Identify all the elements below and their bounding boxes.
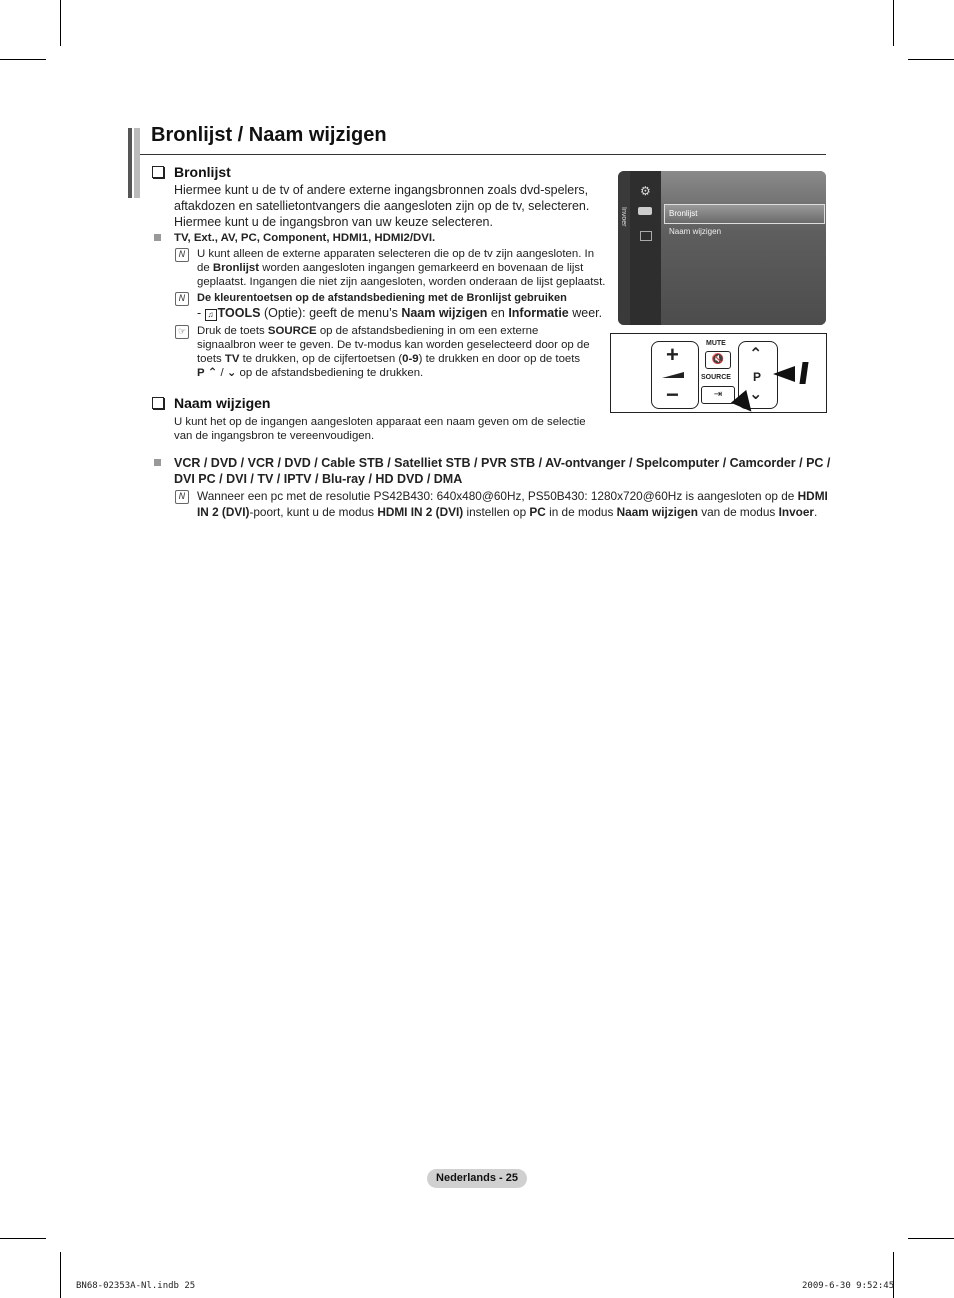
section-heading-naam-wijzigen [152, 395, 270, 411]
osd-menu-panel [661, 171, 826, 325]
bullet-icon [154, 459, 161, 466]
application-icon [640, 231, 652, 241]
mute-icon: 🔇 [711, 354, 725, 365]
crop-mark [0, 1238, 46, 1239]
note-line: U kunt alleen de externe apparaten selecteren die op de tv zijn aangesloten. In [197, 248, 595, 260]
source-button[interactable] [701, 386, 735, 404]
crop-mark [908, 59, 954, 60]
note-line: geplaatst. Ingangen die niet zijn aangesloten, worden onderaan de lijst geplaatst. [197, 276, 606, 288]
device-names-list [174, 455, 834, 487]
chevron-down-icon: ⌄ [226, 367, 237, 379]
osd-menu-screenshot [618, 171, 826, 325]
chevron-up-icon: ⌃ [207, 367, 218, 379]
osd-side-strip [618, 171, 630, 325]
note-line: IN 2 (DVI)-poort, kunt u de modus HDMI IN 2 (DVI) instellen op PC in de modus Naam wijzigen van de modus Invoer. [197, 505, 818, 519]
naam-intro [174, 415, 614, 443]
note-icon: N [175, 490, 189, 504]
crop-mark [893, 1252, 894, 1298]
section-heading-bronlijst [152, 164, 231, 180]
bronlijst-intro [174, 182, 614, 230]
pointer-arrow-icon [773, 366, 795, 382]
plus-icon: + [666, 342, 679, 367]
bullet-icon [154, 234, 161, 241]
intro-line: U kunt het op de ingangen aangesloten apparaat een naam geven om de selectie [174, 416, 586, 428]
note-line: toets TV te drukken, op de cijfertoetsen (0-9) te drukken en door op de toets [197, 353, 581, 365]
title-accent-bar [134, 128, 140, 198]
section-heading-text: Bronlijst [174, 164, 231, 180]
chevron-up-icon: ⌃ [749, 346, 763, 363]
intro-line: van de ingangsbron te vereenvoudigen. [174, 430, 375, 442]
print-file-info: BN68-02353A-Nl.indb 25 [76, 1281, 196, 1291]
checkbox-icon [152, 166, 164, 178]
input-icon [638, 207, 652, 215]
checkbox-icon [152, 397, 164, 409]
intro-line: Hiermee kunt u de ingangsbron van uw keuze selecteren. [174, 215, 493, 229]
source-label: SOURCE [701, 374, 731, 381]
list-line: VCR / DVD / VCR / DVD / Cable STB / Satelliet STB / PVR STB / AV-ontvanger / Spelcomputer / Camcorder / PC / [174, 456, 831, 470]
osd-icon-column [630, 171, 661, 325]
note-line: Wanneer een pc met de resolutie PS42B430: 640x480@60Hz, PS50B430: 1280x720@60Hz is aangesloten op de HDMI [197, 489, 828, 503]
mute-button[interactable] [705, 351, 731, 369]
note-icon: N [175, 248, 189, 262]
tools-icon: ♫ [205, 309, 217, 321]
crop-mark [60, 0, 61, 46]
intro-line: Hiermee kunt u de tv of andere externe ingangsbronnen zoals dvd-spelers, [174, 183, 589, 197]
page-number-badge: Nederlands - 25 [427, 1169, 527, 1188]
section-heading-text: Naam wijzigen [174, 395, 271, 411]
note-connected-devices [197, 247, 612, 289]
list-line: DVI PC / DVI / TV / IPTV / Blu-ray / HD DVD / DMA [174, 472, 463, 486]
crop-mark [893, 0, 894, 46]
note-line: De kleurentoetsen op de afstandsbediening met de Bronlijst gebruiken [197, 292, 567, 304]
source-icon: ⇥ [713, 389, 723, 400]
note-line: signaalbron weer te geven. De tv-modus kan worden geselecteerd door op de [197, 339, 590, 351]
print-date-info: 2009-6-30 9:52:45 [802, 1281, 895, 1291]
volume-wedge-icon [662, 372, 684, 378]
title-accent-bar [128, 128, 132, 198]
note-line: de Bronlijst worden aangesloten ingangen gemarkeerd en bovenaan de lijst [197, 262, 584, 274]
osd-item-bronlijst[interactable]: Bronlijst [669, 209, 698, 218]
note-pc-resolution [197, 488, 837, 520]
settings-gear-icon: ⚙ [640, 184, 651, 198]
channel-p-label: P [753, 370, 762, 384]
osd-item-naam-wijzigen[interactable]: Naam wijzigen [669, 227, 722, 236]
note-icon: N [175, 292, 189, 306]
remote-control-illustration [610, 333, 827, 413]
note-source-key [197, 324, 612, 380]
minus-icon: − [666, 382, 679, 407]
note-line: P ⌃ / ⌄ op de afstandsbediening te drukken. [197, 367, 424, 379]
osd-side-label: Invoer [620, 207, 627, 227]
crop-mark [60, 1252, 61, 1298]
crop-mark [908, 1238, 954, 1239]
inputs-list: TV, Ext., AV, PC, Component, HDMI1, HDMI2/DVI. [174, 232, 436, 244]
crop-mark [0, 59, 46, 60]
volume-rocker [651, 341, 699, 409]
hand-icon: ☞ [175, 325, 189, 339]
pointer-mark [799, 362, 808, 384]
note-line: Druk de toets SOURCE op de afstandsbediening in om een externe [197, 325, 539, 337]
intro-line: aftakdozen en satellietontvangers die aangesloten zijn op de tv, selecteren. [174, 199, 590, 213]
page-title: Bronlijst / Naam wijzigen [151, 124, 387, 146]
note-line: - ♫ TOOLS (Optie): geeft de menu’s Naam wijzigen en Informatie weer. [197, 306, 603, 320]
title-divider [140, 154, 826, 155]
mute-label: MUTE [706, 340, 726, 347]
chevron-down-icon: ⌄ [749, 386, 763, 403]
note-color-keys [197, 291, 612, 321]
